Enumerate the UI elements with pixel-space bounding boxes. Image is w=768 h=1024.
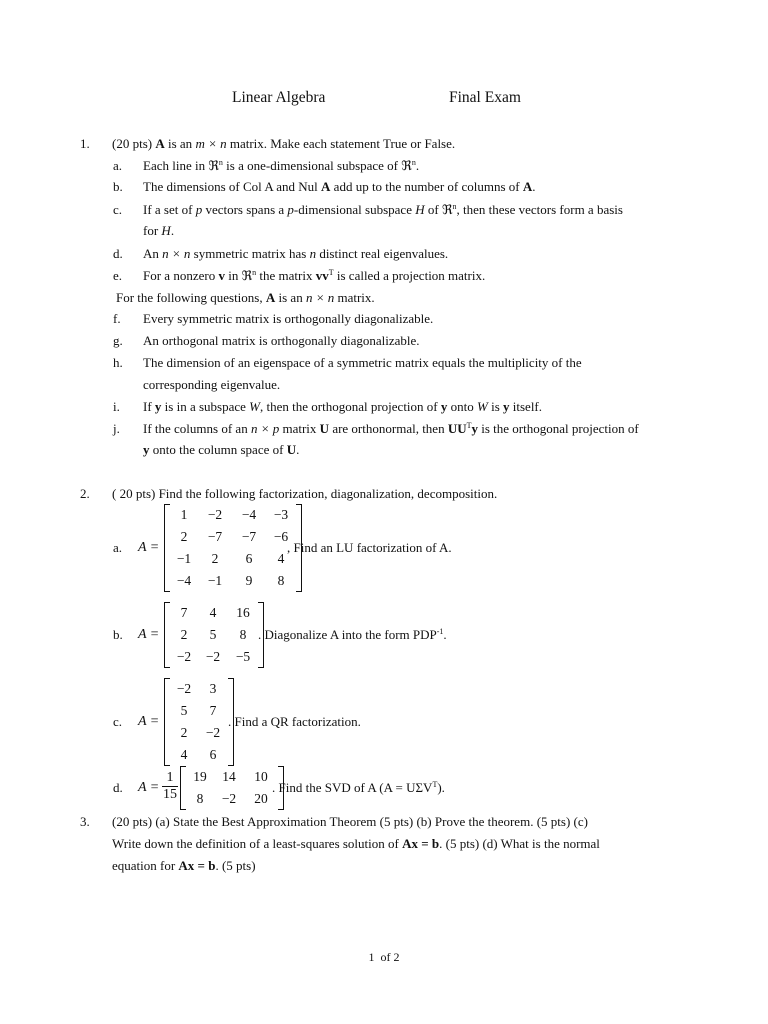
matrix-cell: 4: [180, 747, 188, 762]
bold: A: [265, 290, 276, 305]
matrix-cell: −5: [235, 649, 251, 664]
matrix-cell: 5: [209, 627, 217, 642]
matrix-cell: 8: [277, 573, 285, 588]
matrix-cell: 2: [180, 529, 188, 544]
ital: n × p: [250, 421, 280, 436]
item-label: b.: [113, 627, 123, 642]
matrix-cell: −4: [176, 573, 192, 588]
text: , then the orthogonal projection of: [260, 399, 441, 414]
matrix-cell: 5: [180, 703, 188, 718]
exam-title: Final Exam: [449, 89, 521, 106]
matrix-grid: [170, 678, 228, 766]
bold: y: [143, 442, 150, 457]
item-c: [143, 202, 623, 218]
text: add up to the number of columns of: [330, 179, 523, 194]
fraction: [162, 770, 178, 803]
bold: A: [321, 179, 331, 194]
task-d: [272, 780, 445, 796]
question-3-line3: [112, 858, 256, 874]
lhs-label: [138, 714, 159, 730]
text: .: [296, 442, 300, 457]
question-number: 3.: [80, 814, 90, 829]
matrix-cell: −2: [176, 649, 192, 664]
item-label: i.: [113, 399, 120, 414]
item-label: a.: [113, 158, 123, 173]
item-f: Every symmetric matrix is orthogonally diagonalizable.: [143, 311, 434, 326]
matrix-cell: −7: [207, 529, 223, 544]
text: .: [170, 223, 175, 238]
text: of ℜ: [424, 202, 453, 217]
intro-end: matrix. Make each statement True or False.: [229, 136, 456, 151]
bold: Ax = b: [402, 836, 440, 851]
ital: p: [195, 202, 203, 217]
bold: U: [319, 421, 330, 436]
lhs-label: [138, 627, 159, 643]
matrix-cell: −1: [176, 551, 192, 566]
item-label: c.: [113, 714, 123, 729]
item-label: d.: [113, 246, 123, 261]
course-title: Linear Algebra: [232, 89, 326, 106]
text: symmetric matrix has: [190, 246, 310, 261]
matrix-cell: −7: [241, 529, 257, 544]
item-h-line2: corresponding eigenvalue.: [143, 377, 281, 392]
matrix-grid: [186, 766, 278, 810]
item-c-line2: [143, 223, 174, 239]
text: Each line in ℜ: [143, 158, 219, 173]
ital: n × n: [305, 290, 335, 305]
text: itself.: [509, 399, 543, 414]
item-label: j.: [113, 421, 120, 436]
ital: W: [249, 399, 260, 414]
bold: y: [471, 421, 478, 436]
question-number: 1.: [80, 136, 90, 151]
item-d: [143, 246, 448, 262]
matrix-grid: [170, 504, 296, 592]
sup: -1: [436, 627, 444, 636]
matrix-cell: 19: [193, 769, 207, 784]
matrix-cell: 8: [196, 791, 204, 806]
dims: m × n: [195, 136, 227, 151]
text: .: [532, 179, 536, 194]
matrix-d: [180, 766, 284, 810]
text: is called a projection matrix.: [333, 268, 486, 283]
text: is an: [275, 290, 306, 305]
lhs: A =: [138, 714, 160, 729]
bold: y: [503, 399, 510, 414]
item-a: [143, 158, 419, 174]
item-h: The dimension of an eigenspace of a symmetric matrix equals the multiplicity of the: [143, 355, 582, 370]
fraction-denominator: 15: [163, 787, 177, 802]
text: are orthonormal, then: [329, 421, 448, 436]
bold: U: [286, 442, 297, 457]
lhs: A =: [138, 627, 160, 642]
page-total: of 2: [380, 950, 400, 964]
lhs: A =: [138, 540, 160, 555]
matrix-cell: 6: [245, 551, 253, 566]
ital: H: [161, 223, 171, 238]
matrix-cell: 10: [254, 769, 268, 784]
text: the matrix: [256, 268, 316, 283]
text: is: [487, 399, 504, 414]
text: onto: [447, 399, 477, 414]
matrix-cell: −2: [221, 791, 237, 806]
sup: T: [328, 268, 334, 277]
matrix-cell: −6: [273, 529, 289, 544]
matrix-cell: 7: [180, 605, 188, 620]
text: matrix: [279, 421, 320, 436]
matrix-cell: 3: [209, 681, 217, 696]
question-3-line1: (20 pts) (a) State the Best Approximation Theorem (5 pts) (b) Prove the theorem. (5 pts) (c): [112, 814, 588, 829]
item-j: [143, 421, 639, 437]
page-footer: [0, 950, 768, 965]
text: for: [143, 223, 162, 238]
text: . (5 pts) (d) What is the normal: [439, 836, 600, 851]
ital: n × n: [162, 246, 191, 261]
text: Write down the definition of a least-squares solution of: [112, 836, 403, 851]
item-label: e.: [113, 268, 123, 283]
bold: Ax = b: [178, 858, 216, 873]
matrix-cell: 1: [180, 507, 188, 522]
question-3-line2: [112, 836, 600, 852]
bold: y: [154, 399, 162, 414]
matrix-b: [164, 602, 264, 668]
text: -dimensional subspace: [293, 202, 416, 217]
matrix-cell: 2: [180, 627, 188, 642]
item-label: g.: [113, 333, 123, 348]
text: in ℜ: [224, 268, 253, 283]
matrix-c: [164, 678, 234, 766]
text: If: [143, 399, 155, 414]
lhs: A =: [138, 780, 160, 795]
ital: n: [309, 246, 317, 261]
question-number: 2.: [80, 486, 90, 501]
bold: y: [440, 399, 448, 414]
bold: UU: [447, 421, 467, 436]
bold: v: [218, 268, 225, 283]
exam-header: [0, 89, 768, 109]
text: For the following questions,: [116, 290, 266, 305]
task-b: [258, 627, 447, 643]
task-c: . Find a QR factorization.: [228, 714, 361, 729]
item-label: c.: [113, 202, 123, 217]
text: An: [143, 246, 163, 261]
text: distinct real eigenvalues.: [316, 246, 449, 261]
matrix-cell: 14: [222, 769, 236, 784]
text: The dimensions of Col A and Nul: [143, 179, 322, 194]
text: .: [443, 627, 447, 642]
matrix-grid: [170, 602, 258, 668]
item-j-line2: [143, 442, 299, 458]
bold: A: [522, 179, 533, 194]
text: vectors spans a: [202, 202, 288, 217]
item-g: An orthogonal matrix is orthogonally diagonalizable.: [143, 333, 420, 348]
task-a: , Find an LU factorization of A.: [287, 540, 452, 555]
text: is the orthogonal projection of: [478, 421, 639, 436]
item-label: b.: [113, 179, 123, 194]
text: matrix.: [334, 290, 375, 305]
sup: n: [218, 158, 223, 167]
ital: p: [287, 202, 294, 217]
bold: vv: [315, 268, 329, 283]
points: (20 pts): [112, 136, 153, 151]
matrix-cell: −4: [241, 507, 257, 522]
question-1-intro: [112, 136, 455, 152]
text: onto the column space of: [149, 442, 287, 457]
matrix-cell: −2: [176, 681, 192, 696]
matrix-cell: −3: [273, 507, 289, 522]
item-label: d.: [113, 780, 123, 795]
matrix-cell: 4: [209, 605, 217, 620]
sup: n: [411, 158, 416, 167]
intro-text: is an: [167, 136, 193, 151]
matrix-cell: 16: [236, 605, 250, 620]
text: .: [415, 158, 420, 173]
sup: T: [466, 421, 472, 430]
matrix-a: [164, 504, 302, 592]
sup: T: [432, 780, 438, 789]
page-number: 1: [368, 950, 375, 964]
item-label: f.: [113, 311, 121, 326]
matrix-cell: 8: [239, 627, 247, 642]
item-e: [143, 268, 485, 284]
text: ).: [437, 780, 445, 795]
item-label: a.: [113, 540, 123, 555]
text: . Find the SVD of A (A = UΣV: [272, 780, 433, 795]
matrix-cell: 20: [254, 791, 268, 806]
lhs-label: [138, 540, 159, 556]
matrix-cell: 7: [209, 703, 217, 718]
fraction-numerator: 1: [166, 770, 174, 785]
item-i: [143, 399, 542, 415]
var-a: A: [155, 136, 165, 151]
matrix-cell: 6: [209, 747, 217, 762]
matrix-cell: −1: [207, 573, 223, 588]
sup: n: [452, 202, 457, 211]
text: is a one-dimensional subspace of ℜ: [222, 158, 412, 173]
text: , then these vectors form a basis: [456, 202, 623, 217]
matrix-cell: 9: [245, 573, 253, 588]
text: is in a subspace: [161, 399, 250, 414]
note-nxn: [116, 290, 375, 306]
text: . (5 pts): [215, 858, 256, 873]
text: For a nonzero: [143, 268, 219, 283]
matrix-cell: −2: [205, 725, 221, 740]
lhs-label: [138, 780, 159, 796]
ital: H: [415, 202, 425, 217]
matrix-cell: 2: [180, 725, 188, 740]
matrix-cell: −2: [205, 649, 221, 664]
matrix-cell: −2: [207, 507, 223, 522]
question-2-text: ( 20 pts) Find the following factorization, diagonalization, decomposition.: [112, 486, 498, 501]
text: If the columns of an: [143, 421, 251, 436]
text: If a set of: [143, 202, 196, 217]
text: equation for: [112, 858, 179, 873]
text: . Diagonalize A into the form PDP: [258, 627, 437, 642]
matrix-cell: 4: [277, 551, 285, 566]
sup: n: [252, 268, 257, 277]
item-b: [143, 179, 536, 195]
matrix-cell: 2: [211, 551, 219, 566]
item-label: h.: [113, 355, 123, 370]
ital: W: [477, 399, 488, 414]
